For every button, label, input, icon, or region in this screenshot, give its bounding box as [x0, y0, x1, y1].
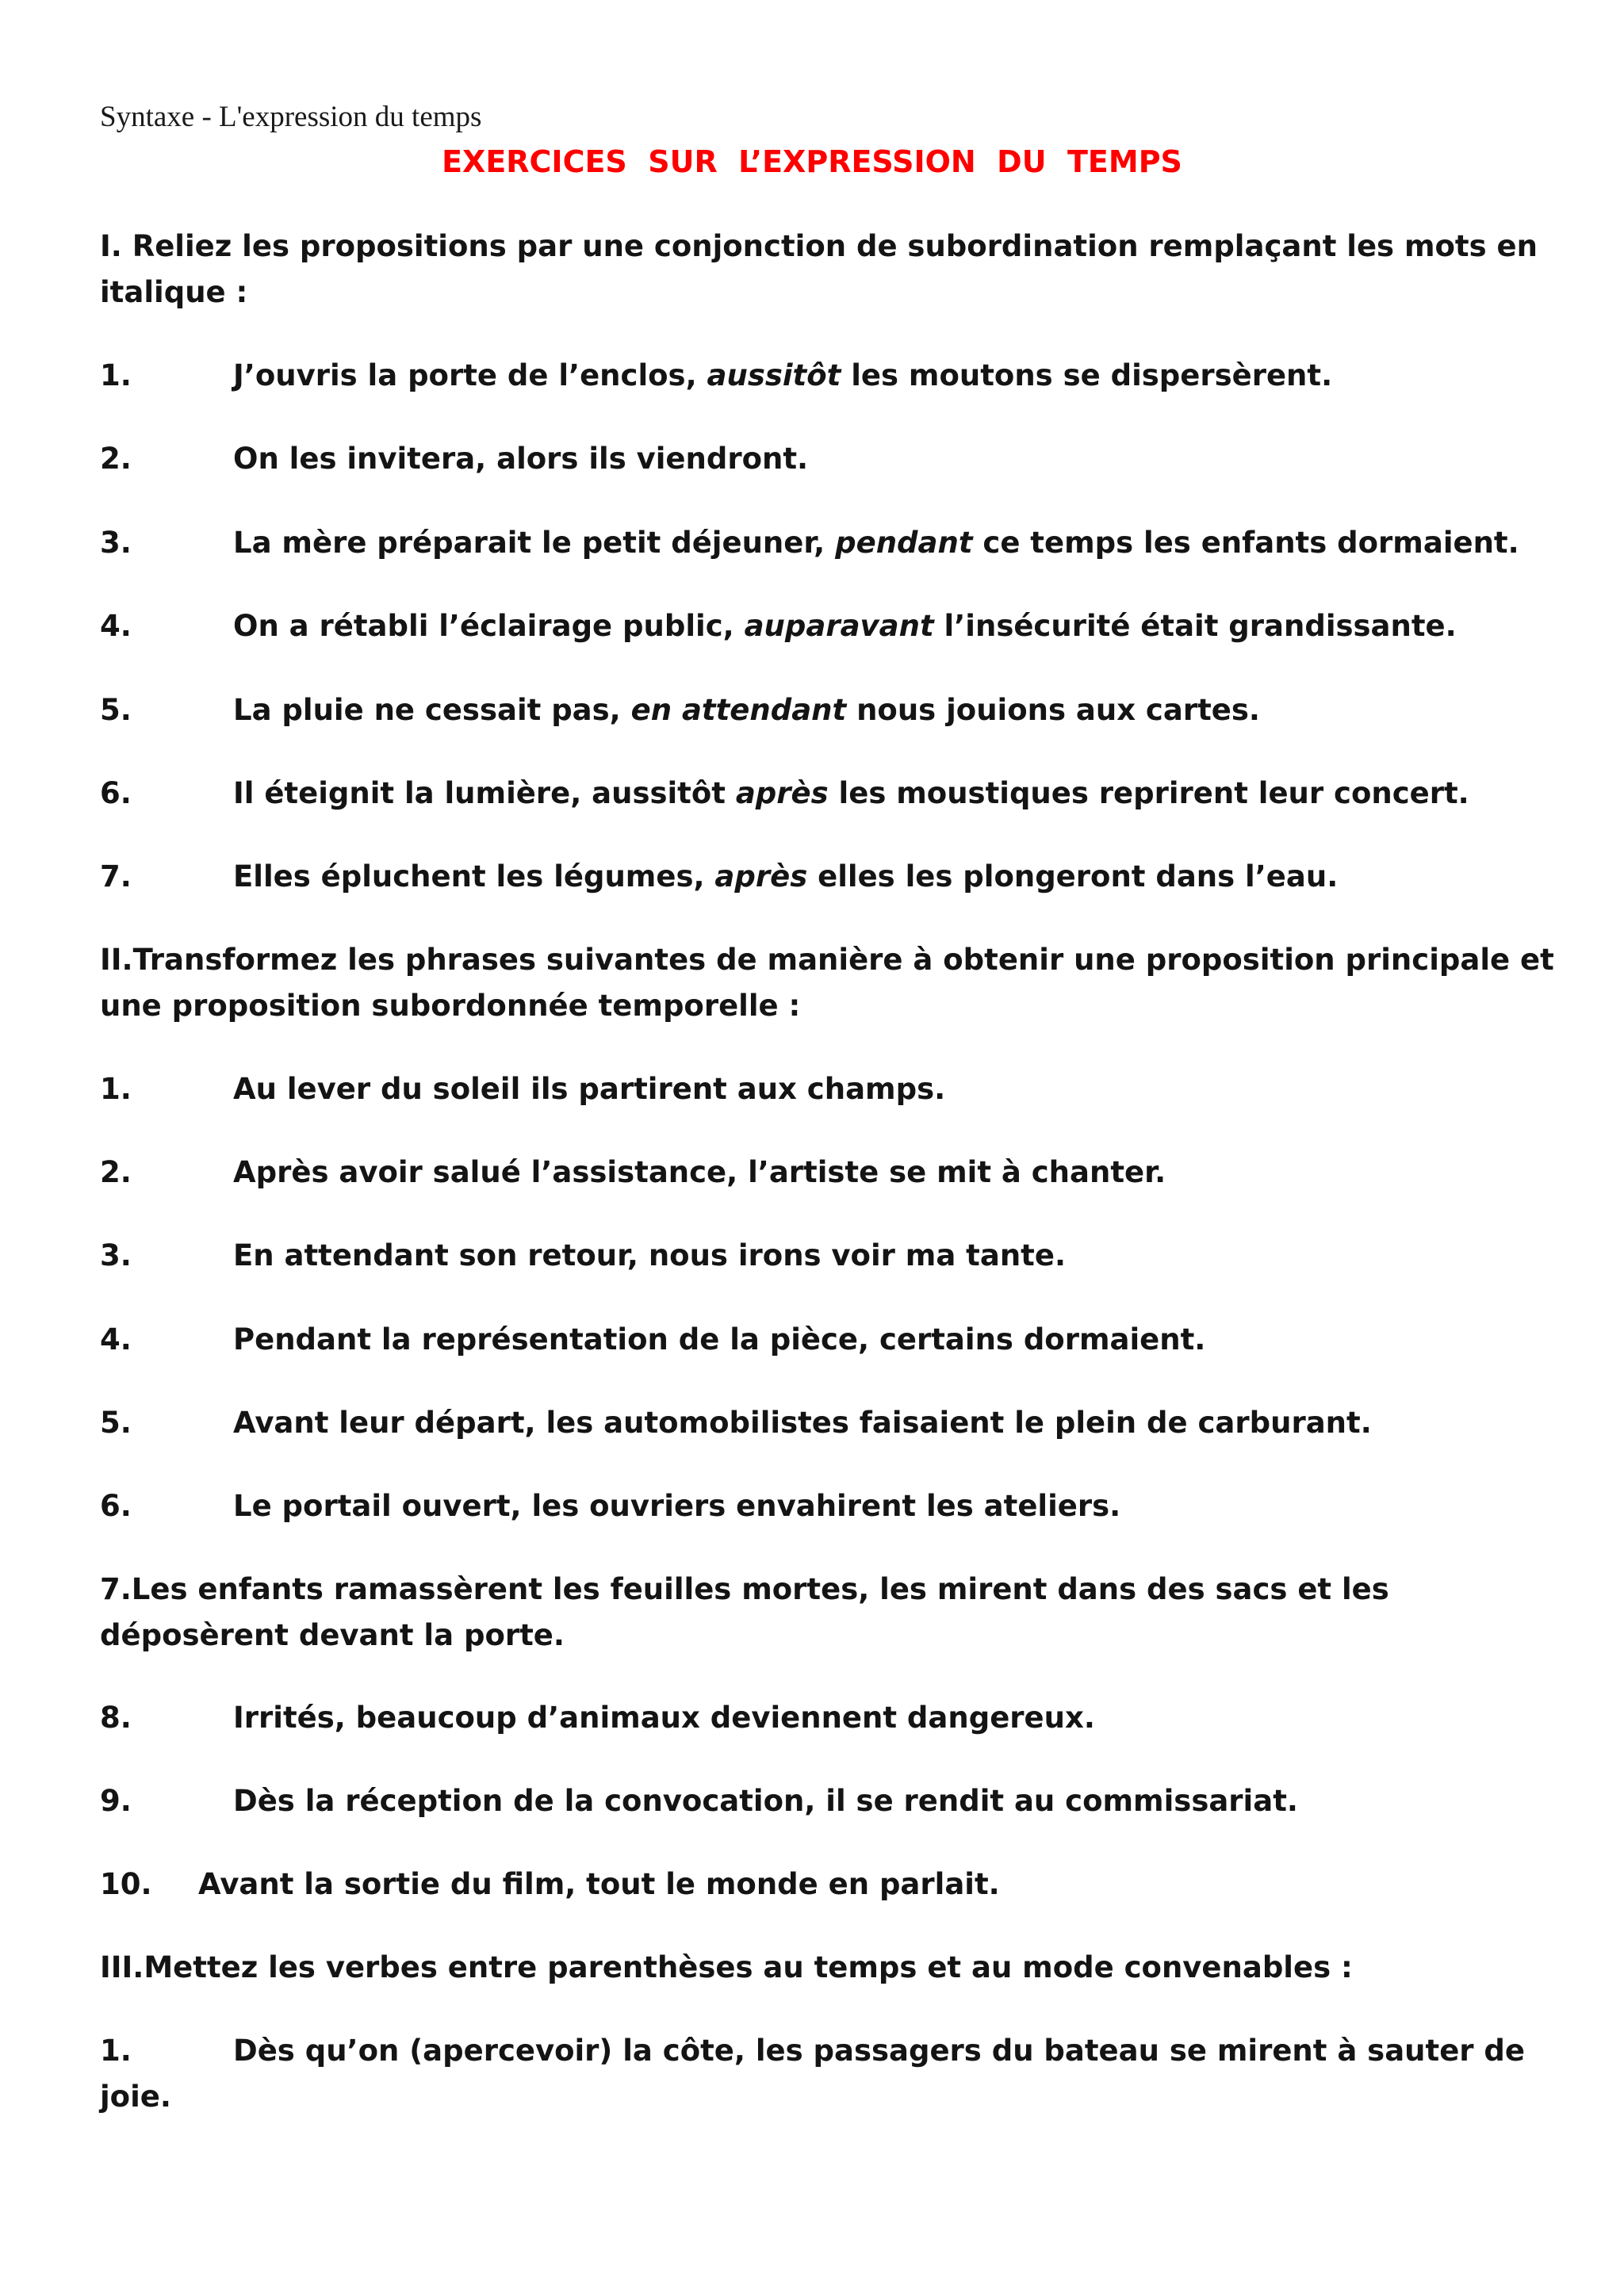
s2-item-9: 9. Dès la réception de la convocation, il se rendit au commissariat. [100, 1784, 1298, 1818]
s1-item-1: 1. J’ouvris la porte de l’enclos, aussitôt les moutons se dispersèrent. [100, 358, 1333, 392]
s1-item-5: 5. La pluie ne cessait pas, en attendant nous jouions aux cartes. [100, 693, 1260, 727]
s2-item-5: 5. Avant leur départ, les automobilistes faisaient le plein de carburant. [100, 1406, 1372, 1440]
s2-item-2: 2. Après avoir salué l’assistance, l’artiste se mit à chanter. [100, 1155, 1166, 1189]
section-1-heading: I. Reliez les propositions par une conjonction de subordination remplaçant les mots en italique : [100, 229, 1538, 309]
s2-item-8: 8. Irrités, beaucoup d’animaux deviennent dangereux. [100, 1701, 1095, 1735]
s1-item-4: 4. On a rétabli l’éclairage public, auparavant l’insécurité était grandissante. [100, 609, 1457, 643]
page-title: EXERCICES SUR L’EXPRESSION DU TEMPS [442, 144, 1182, 179]
s1-item-6: 6. Il éteignit la lumière, aussitôt après les moustiques reprirent leur concert. [100, 776, 1469, 810]
s2-item-10: 10. Avant la sortie du film, tout le monde en parlait. [100, 1867, 1000, 1901]
section-2-heading: II.Transformez les phrases suivantes de manière à obtenir une proposition principale et une proposition subordonnée temporelle : [100, 943, 1554, 1023]
s2-item-4: 4. Pendant la représentation de la pièce, certains dormaient. [100, 1322, 1206, 1357]
s2-item-6: 6. Le portail ouvert, les ouvriers envahirent les ateliers. [100, 1489, 1121, 1523]
s2-item-1: 1. Au lever du soleil ils partirent aux champs. [100, 1072, 946, 1106]
s3-item-1: 1. Dès qu’on (apercevoir) la côte, les passagers du bateau se mirent à sauter de joie. [100, 2034, 1525, 2114]
section-3-heading: III.Mettez les verbes entre parenthèses au temps et au mode convenables : [100, 1950, 1353, 1984]
s1-item-7: 7. Elles épluchent les légumes, après elles les plongeront dans l’eau. [100, 859, 1339, 894]
s1-item-2: 2. On les invitera, alors ils viendront. [100, 442, 809, 476]
s2-item-3: 3. En attendant son retour, nous irons voir ma tante. [100, 1238, 1067, 1272]
page-header: Syntaxe - L'expression du temps [100, 101, 482, 133]
s1-item-3: 3. La mère préparait le petit déjeuner, pendant ce temps les enfants dormaient. [100, 526, 1519, 560]
s2-item-7: 7.Les enfants ramassèrent les feuilles mortes, les mirent dans des sacs et les déposèrent devant la porte. [100, 1572, 1389, 1652]
